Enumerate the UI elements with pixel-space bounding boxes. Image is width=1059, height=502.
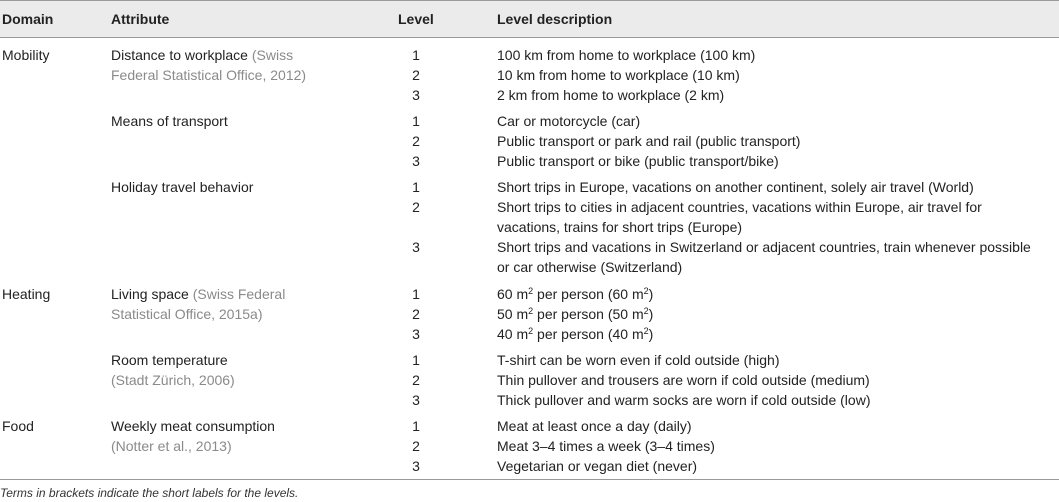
table-top-rule [0,0,1059,1]
domain-cell-mobility: Mobility [2,47,50,63]
attribute-cell-room-temperature: Room temperature [111,352,228,368]
reference-link[interactable]: Statistical Office, 2015a) [111,306,263,322]
desc-text: ) [648,286,654,302]
level-cell: 3 [412,326,420,342]
level-cell: 1 [412,286,420,302]
superscript: 2 [528,306,534,316]
domain-cell-food: Food [2,418,34,434]
superscript: 2 [528,326,534,336]
level-cell: 2 [412,438,420,454]
superscript: 2 [643,306,649,316]
attribute-name: Living space [111,286,189,302]
level-description-cell: 100 km from home to workplace (100 km) [497,47,756,63]
level-cell: 3 [412,87,420,103]
header-level-description: Level description [497,11,613,27]
level-description-cell [497,305,653,323]
desc-text: ) [648,326,654,342]
level-cell: 1 [412,352,420,368]
level-cell: 1 [412,179,420,195]
level-cell: 1 [412,418,420,434]
level-cell: 3 [412,458,420,474]
desc-text: per person (50 m [533,306,644,322]
level-cell: 2 [412,133,420,149]
level-description-cell: Thin pullover and trousers are worn if cold outside (medium) [497,372,870,388]
attribute-name: Distance to workplace [111,47,248,63]
level-description-cell: 2 km from home to workplace (2 km) [497,87,725,103]
level-cell: 3 [412,392,420,408]
desc-text: 40 m [497,326,529,342]
level-cell: 2 [412,306,420,322]
level-cell: 1 [412,47,420,63]
domain-cell-heating: Heating [2,286,51,302]
level-description-cell: 10 km from home to workplace (10 km) [497,67,740,83]
desc-text: per person (40 m [533,326,644,342]
desc-text: 60 m [497,286,529,302]
reference-link[interactable]: (Notter et al., 2013) [111,438,232,454]
level-cell: 3 [412,239,420,255]
level-cell: 2 [412,199,420,215]
reference-link[interactable]: Federal Statistical Office, 2012) [111,67,307,83]
table-footnote: Terms in brackets indicate the short labels for the levels. [0,486,299,500]
level-description-cell [497,285,653,303]
header-level: Level [398,11,434,27]
attribute-cell-living-space [111,285,285,303]
level-description-cell: Vegetarian or vegan diet (never) [497,458,698,474]
level-cell: 2 [412,372,420,388]
level-description-cell: Public transport or bike (public transport/bike) [497,153,779,169]
level-description-cell: Public transport or park and rail (public transport) [497,133,801,149]
level-cell: 3 [412,153,420,169]
attribute-cell-meat: Weekly meat consumption [111,418,275,434]
level-description-cell [497,325,653,343]
attribute-cell-distance [111,46,293,64]
reference-link[interactable]: (Swiss [251,47,294,63]
level-description-cell: Meat at least once a day (daily) [497,418,692,434]
superscript: 2 [528,286,534,296]
attribute-cell-holiday: Holiday travel behavior [111,179,254,195]
level-description-cell: Short trips to cities in adjacent countries, vacations within Europe, air travel for [497,199,982,215]
header-attribute: Attribute [111,11,170,27]
level-description-cell: or car otherwise (Switzerland) [497,259,683,275]
level-description-cell: Car or motorcycle (car) [497,113,641,129]
level-description-cell: vacations, trains for short trips (Europe) [497,219,743,235]
superscript: 2 [643,326,649,336]
level-cell: 2 [412,67,420,83]
level-description-cell: Meat 3–4 times a week (3–4 times) [497,438,715,454]
superscript: 2 [643,286,649,296]
desc-text: 50 m [497,306,529,322]
level-description-cell: T-shirt can be worn even if cold outside (high) [497,352,780,368]
table-header-rule [0,37,1059,38]
level-description-cell: Short trips and vacations in Switzerland or adjacent countries, train whenever possible [497,239,1031,255]
header-domain: Domain [2,11,54,27]
desc-text: ) [648,306,654,322]
level-cell: 1 [412,113,420,129]
level-description-cell: Thick pullover and warm socks are worn if cold outside (low) [497,392,871,408]
reference-link[interactable]: (Swiss Federal [192,286,286,302]
level-description-cell: Short trips in Europe, vacations on another continent, solely air travel (World) [497,179,974,195]
desc-text: per person (60 m [533,286,644,302]
table-bottom-rule [0,479,1059,480]
reference-link[interactable]: (Stadt Zürich, 2006) [111,372,235,388]
attribute-cell-transport: Means of transport [111,113,228,129]
